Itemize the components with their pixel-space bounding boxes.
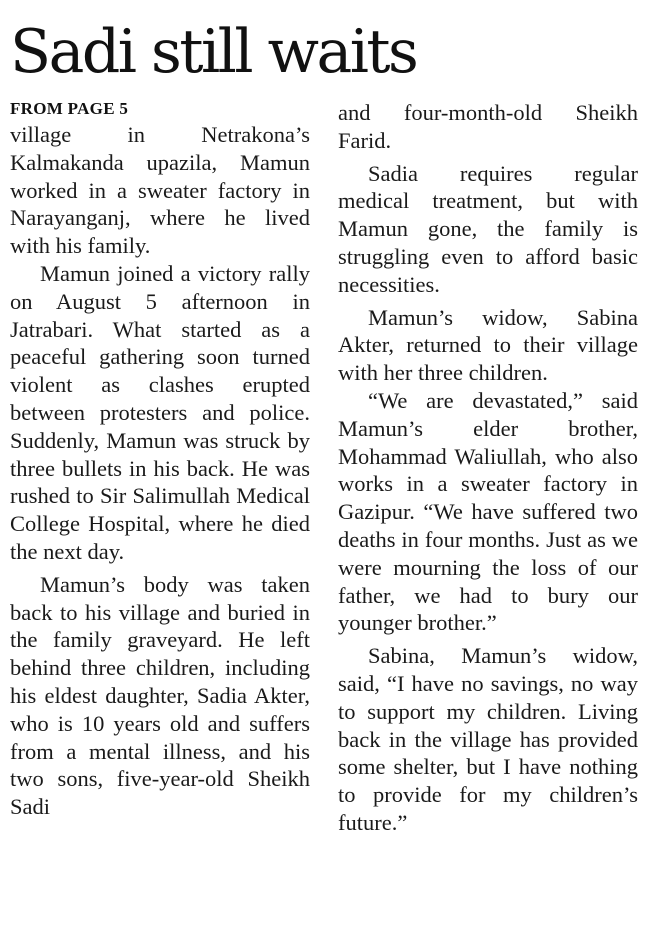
- paragraph: Sabina, Mamun’s widow, said, “I have no savings, no way to support my children. Living back in the village has provided some shelter, but I have nothing to provide for my children’s future.”: [338, 643, 638, 835]
- paragraph: Mamun’s widow, Sabina Akter, returned to their village with her three children.: [338, 304, 638, 386]
- headline: Sadi still waits: [10, 17, 417, 87]
- paragraph: Sadia requires regular medical treatment, but with Mamun gone, the family is struggling even to afford basic necessities.: [338, 160, 638, 297]
- left-column: [10, 121, 310, 821]
- continuation-kicker: FROM PAGE 5: [10, 99, 129, 118]
- right-column: [338, 99, 638, 837]
- paragraph: village in Netrakona’s Kalmakanda upazila, Mamun worked in a sweater factory in Narayanganj, where he lived with his family.: [10, 122, 310, 259]
- paragraph: and four-month-old Sheikh Farid.: [338, 100, 638, 153]
- paragraph: Mamun joined a victory rally on August 5 afternoon in Jatrabari. What started as a peaceful gathering soon turned violent as clashes erupted between protesters and police. Suddenly, Mamun was struck by three bullets in his back. He was rushed to Sir Salimullah Medical College Hospital, where he died the next day.: [10, 260, 310, 564]
- paragraph: Mamun’s body was taken back to his village and buried in the family graveyard. He left behind three children, including his eldest daughter, Sadia Akter, who is 10 years old and suffers from a mental illness, and his two sons, five-year-old Sheikh Sadi: [10, 571, 310, 820]
- paragraph: “We are devastated,” said Mamun’s elder brother, Mohammad Waliullah, who also works in a sweater factory in Gazipur. “We have suffered two deaths in four months. Just as we were mourning the loss of our father, we had to bury our younger brother.”: [338, 387, 638, 636]
